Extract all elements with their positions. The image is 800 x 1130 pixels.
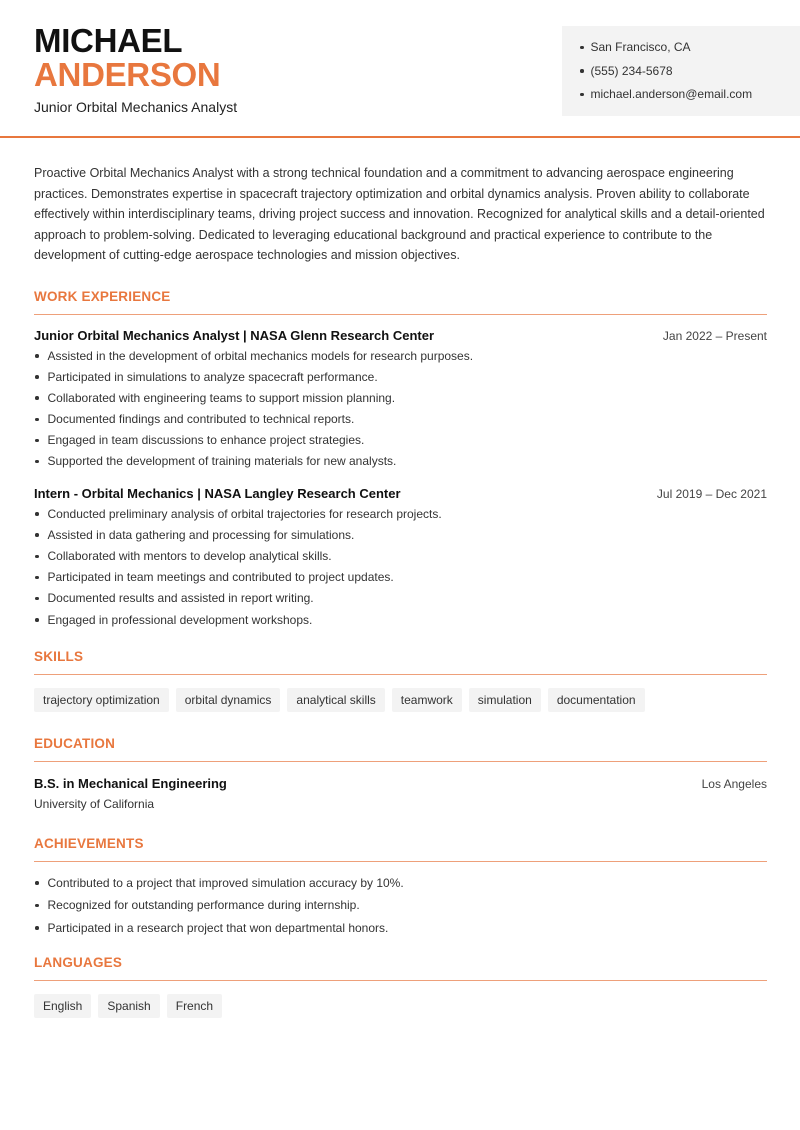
language-tag: Spanish: [98, 994, 159, 1018]
bullet-icon: [35, 418, 39, 422]
bullet-icon: [35, 881, 39, 885]
education-school: University of California: [34, 796, 155, 811]
language-tag: French: [167, 994, 222, 1018]
bullet-icon: [35, 439, 39, 443]
list-item: Recognized for outstanding performance during internship.: [34, 897, 767, 920]
job-title: Junior Orbital Mechanics Analyst: [34, 99, 238, 115]
job-entry-dates: Jan 2022 – Present: [662, 328, 767, 343]
bullet-icon: [580, 93, 584, 97]
job-bullets: [34, 348, 767, 475]
job-bullets: [34, 506, 767, 633]
contact-email: michael.anderson@email.com: [580, 86, 800, 110]
bullet-icon: [35, 618, 39, 622]
bullet-icon: [35, 460, 39, 464]
bullet-icon: [580, 69, 584, 73]
skill-tag: orbital dynamics: [176, 688, 281, 712]
contact-location: San Francisco, CA: [580, 39, 800, 63]
bullet-icon: [35, 396, 39, 400]
bullet-icon: [35, 597, 39, 601]
skill-tag: trajectory optimization: [34, 688, 169, 712]
bullet-icon: [35, 904, 39, 908]
list-item: Conducted preliminary analysis of orbital trajectories for research projects.: [34, 506, 767, 527]
education-section: [34, 736, 767, 811]
list-item: Documented findings and contributed to technical reports.: [34, 411, 767, 432]
bullet-icon: [35, 354, 39, 358]
job-entry-title: Intern - Orbital Mechanics | NASA Langley Research Center: [34, 485, 401, 501]
list-item: Assisted in the development of orbital mechanics models for research purposes.: [34, 348, 767, 369]
bullet-icon: [35, 375, 39, 379]
job-entry-dates: Jul 2019 – Dec 2021: [656, 486, 767, 501]
list-item: Engaged in team discussions to enhance project strategies.: [34, 432, 767, 453]
language-tag: English: [34, 994, 91, 1018]
resume-body: [34, 163, 767, 1018]
achievements-list: [34, 875, 767, 943]
list-item: Collaborated with engineering teams to support mission planning.: [34, 390, 767, 411]
skill-tag: documentation: [548, 688, 645, 712]
languages-tags: [34, 994, 767, 1018]
skill-tag: simulation: [469, 688, 541, 712]
skills-tags: [34, 688, 767, 712]
bullet-icon: [35, 555, 39, 559]
section-title-languages: LANGUAGES: [34, 955, 767, 981]
bullet-icon: [580, 46, 584, 50]
last-name: ANDERSON: [34, 56, 221, 93]
first-name: MICHAEL: [34, 22, 183, 59]
list-item: Supported the development of training materials for new analysts.: [34, 453, 767, 474]
job-entry: [34, 328, 767, 475]
candidate-name: [34, 24, 220, 92]
section-title-skills: SKILLS: [34, 649, 767, 675]
list-item: Participated in a research project that won departmental honors.: [34, 920, 767, 943]
list-item: Engaged in professional development workshops.: [34, 612, 767, 633]
languages-section: [34, 955, 767, 1018]
list-item: Assisted in data gathering and processing for simulations.: [34, 527, 767, 548]
professional-summary: Proactive Orbital Mechanics Analyst with a strong technical foundation and a commitment to advancing aerospace engineering practices. Demonstrates expertise in spacecraft trajectory optimization and orbital dynamics analysis. Proven ability to collaborate effectively within interdisciplinary teams, driving project success and innovation. Recognized for analytical skills and a detail-oriented approach to problem-solving. Dedicated to leveraging educational background and practical experience to contribute to the development of cutting-edge aerospace technologies and mission objectives.: [34, 166, 765, 262]
bullet-icon: [35, 576, 39, 580]
bullet-icon: [35, 926, 39, 930]
job-entry: [34, 486, 767, 633]
education-location: Los Angeles: [701, 776, 767, 791]
skill-tag: analytical skills: [287, 688, 384, 712]
skills-section: [34, 649, 767, 712]
section-title-work: WORK EXPERIENCE: [34, 289, 767, 315]
list-item: Participated in simulations to analyze spacecraft performance.: [34, 369, 767, 390]
list-item: Participated in team meetings and contributed to project updates.: [34, 569, 767, 590]
list-item: Contributed to a project that improved simulation accuracy by 10%.: [34, 875, 767, 898]
contact-box: [562, 26, 800, 116]
work-experience-section: [34, 289, 767, 633]
education-degree: B.S. in Mechanical Engineering: [34, 775, 227, 791]
list-item: Documented results and assisted in report writing.: [34, 590, 767, 611]
section-title-education: EDUCATION: [34, 736, 767, 762]
contact-phone: (555) 234-5678: [580, 63, 800, 87]
achievements-section: [34, 836, 767, 943]
bullet-icon: [35, 512, 39, 516]
section-title-achievements: ACHIEVEMENTS: [34, 836, 767, 862]
resume-header: [0, 0, 800, 138]
skill-tag: teamwork: [392, 688, 462, 712]
bullet-icon: [35, 533, 39, 537]
job-entry-title: Junior Orbital Mechanics Analyst | NASA Glenn Research Center: [34, 327, 435, 343]
list-item: Collaborated with mentors to develop analytical skills.: [34, 548, 767, 569]
